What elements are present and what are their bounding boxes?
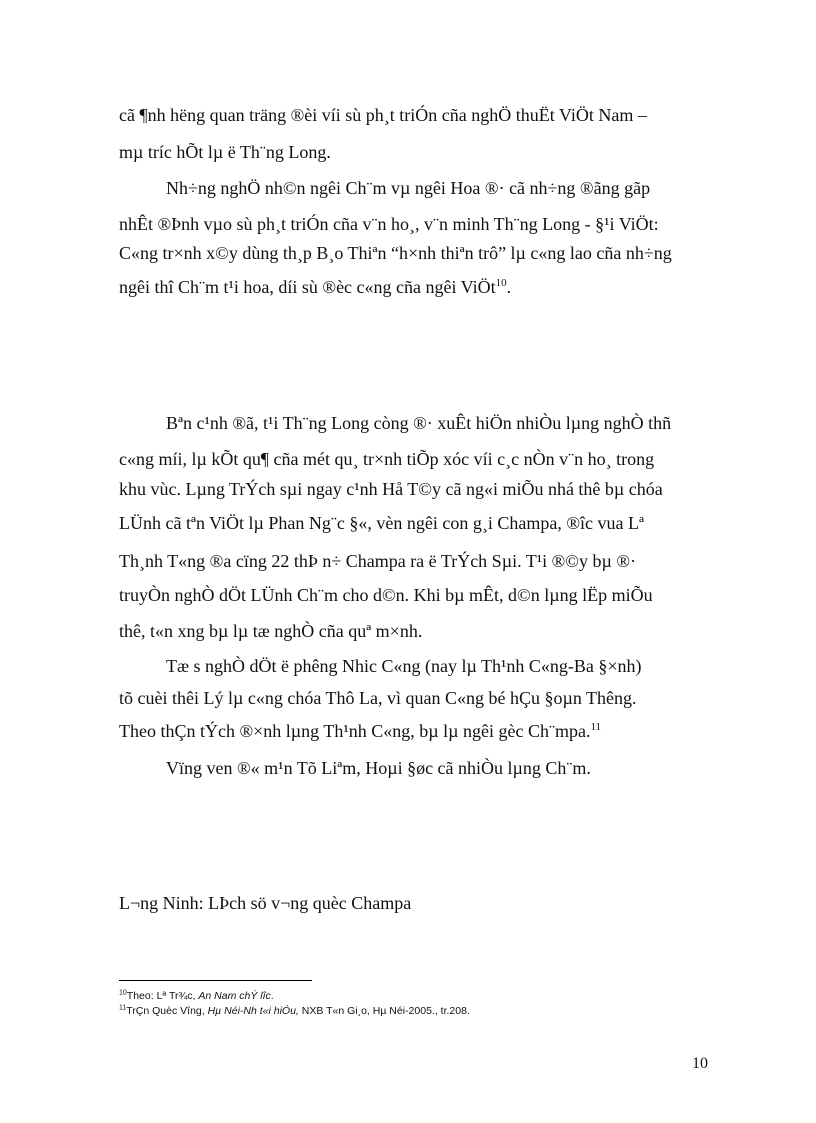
paragraph4-line-3 bbox=[119, 720, 699, 742]
figure-caption: L¬ng Ninh: LÞch sö v¬ng quèc Champa bbox=[119, 893, 412, 913]
footnote-separator bbox=[119, 980, 312, 981]
page-number: 10 bbox=[692, 1055, 708, 1072]
paragraph2-line-1: Nh÷ng nghÖ nh©n ngêi Ch¨m vµ ngêi Hoa ®· cã nh÷ng ®ãng gãp bbox=[166, 178, 651, 198]
paragraph4-line-2: tõ cuèi thêi Lý lµ c«ng chóa Thô La, vì quan C«ng bé hÇu §oµn Thêng. bbox=[119, 688, 637, 708]
paragraph3-line-1: Bªn c¹nh ®ã, t¹i Th¨ng Long còng ®· xuÊt hiÖn nhiÒu lµng nghÒ thñ bbox=[166, 413, 672, 433]
footnote-11-number: 11 bbox=[119, 1004, 127, 1012]
paragraph4-line-1: Tæ s nghÒ dÖt ë phêng Nhic C«ng (nay lµ Th¹nh C«ng-Ba §×nh) bbox=[166, 656, 642, 676]
paragraph3-line-3: khu vùc. Lµng TrÝch sµi ngay c¹nh Hå T©y cã ng«i miÕu nhá thê bµ chóa bbox=[119, 479, 663, 499]
paragraph2-line-3: C«ng tr×nh x©y dùng th¸p B¸o Thiªn “h×nh thiªn trô” lµ c«ng lao cña nh÷ng bbox=[119, 243, 672, 263]
paragraph1-line-1: cã ¶nh hëng quan träng ®èi víi sù ph¸t triÓn cña nghÖ thuËt ViÖt Nam – bbox=[119, 105, 647, 125]
footnote-11 bbox=[119, 1005, 470, 1018]
paragraph3-line-4: LÜnh cã tªn ViÖt lµ Phan Ng¨c §«, vèn ngêi con g¸i Champa, ®îc vua Lª bbox=[119, 513, 644, 533]
footnote-10-post: . bbox=[270, 990, 274, 1002]
paragraph5-line-1: Vïng ven ®« m¹n Tõ Liªm, Hoµi §øc cã nhiÒu lµng Ch¨m. bbox=[166, 758, 591, 778]
paragraph2-line-4: ngêi thî Ch¨m t¹i hoa, díi sù ®èc c«ng cña ngêi ViÖt$^{10}$. bbox=[119, 277, 512, 297]
footnote-ref-10[interactable]: 10 bbox=[495, 277, 507, 289]
paragraph1-line-2: mµ tríc hÕt lµ ë Th¨ng Long. bbox=[119, 142, 331, 162]
footnote-10 bbox=[119, 990, 274, 1003]
footnote-10-number: 10 bbox=[119, 989, 127, 997]
footnote-11-pre: TrÇn Quèc Vîng, bbox=[126, 1005, 208, 1017]
footnote-11-post: NXB T«n Gi¸o, Hµ Néi-2005., tr.208. bbox=[298, 1005, 470, 1017]
paragraph2-line-2: nhÊt ®Þnh vµo sù ph¸t triÓn cña v¨n ho¸, v¨n minh Th¨ng Long - §¹i ViÖt: bbox=[119, 214, 659, 234]
paragraph3-line-7: thê, t«n xng bµ lµ tæ nghÒ cña quª m×nh. bbox=[119, 621, 423, 641]
footnote-10-pre: Theo: Lª Tr¾c, bbox=[126, 990, 199, 1002]
paragraph2-line-4-text: ngêi thî Ch¨m t¹i hoa, díi sù ®èc c«ng cña ngêi ViÖt bbox=[119, 277, 496, 297]
paragraph4-line-3-text: Theo thÇn tÝch ®×nh lµng Th¹nh C«ng, bµ lµ ngêi gèc Ch¨mpa. bbox=[119, 721, 591, 741]
paragraph3-line-5: Th¸nh T«ng ®a cïng 22 thÞ n÷ Champa ra ë TrÝch Sµi. T¹i ®©y bµ ®· bbox=[119, 551, 637, 571]
footnote-ref-11[interactable]: 11 bbox=[590, 721, 602, 733]
footnote-11-title: Hµ Néi-Nh t«i hiÓu, bbox=[207, 1005, 299, 1017]
footnote-10-title: An Nam chÝ lîc bbox=[198, 990, 271, 1002]
paragraph3-line-2: c«ng míi, lµ kÕt qu¶ cña mét qu¸ tr×nh tiÕp xóc víi c¸c nÒn v¨n ho¸ trong bbox=[119, 449, 655, 469]
paragraph3-line-6: truyÒn nghÒ dÖt LÜnh Ch¨m cho d©n. Khi bµ mÊt, d©n lµng lËp miÕu bbox=[119, 585, 653, 605]
